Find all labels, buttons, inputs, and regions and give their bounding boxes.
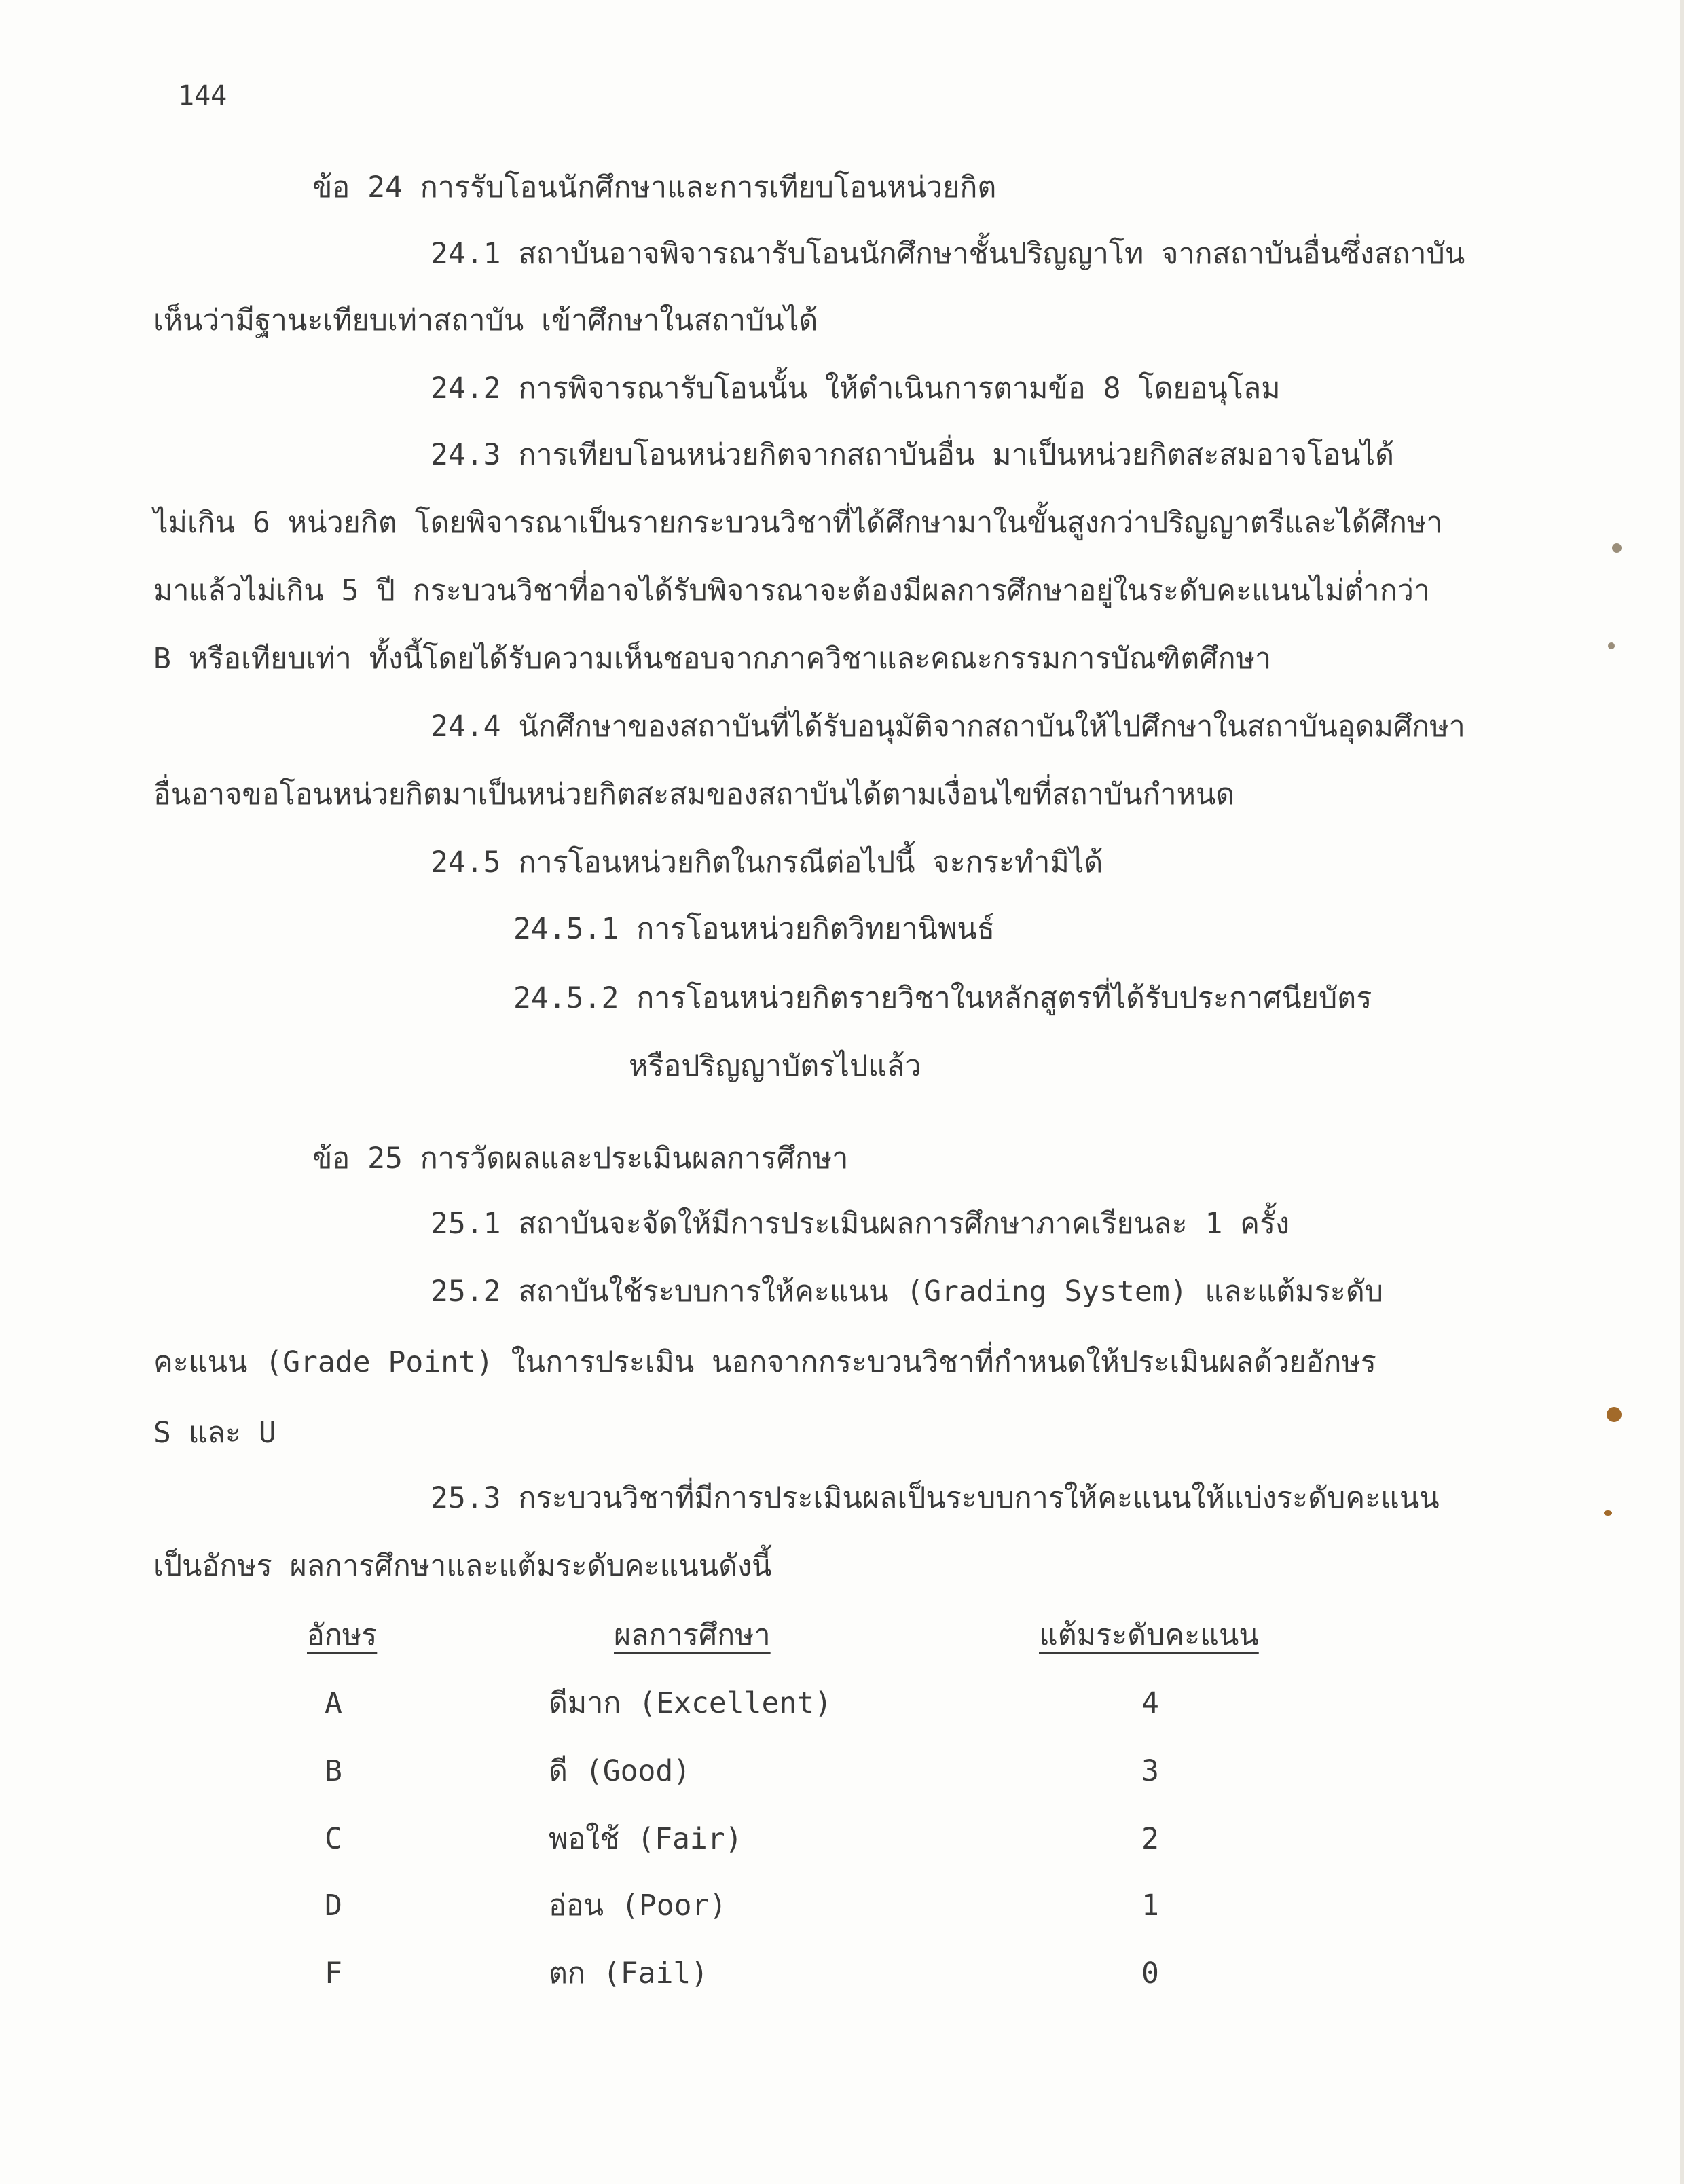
binder-mark: [1608, 642, 1615, 649]
para-24-5: 24.5 การโอนหน่วยกิตในกรณีต่อไปนี้ จะกระทำมิได้: [431, 845, 1103, 879]
grade-points: 0: [1141, 1956, 1159, 1990]
para-25-1: 25.1 สถาบันจะจัดให้มีการประเมินผลการศึกษาภาคเรียนละ 1 ครั้ง: [431, 1207, 1290, 1241]
binder-mark: [1612, 543, 1622, 553]
table-header-points: แต้มระดับคะแนน: [1039, 1618, 1259, 1652]
table-header-result: ผลการศึกษา: [614, 1618, 771, 1652]
binder-mark: [1607, 1407, 1622, 1422]
grade-result: อ่อน (Poor): [549, 1889, 727, 1923]
grade-points: 4: [1141, 1686, 1159, 1720]
para-25-3-line2: เป็นอักษร ผลการศึกษาและแต้มระดับคะแนนดังนี้: [153, 1549, 772, 1583]
para-24-3-line4: B หรือเทียบเท่า ทั้งนี้โดยได้รับความเห็นชอบจากภาควิชาและคณะกรรมการบัณฑิตศึกษา: [153, 642, 1272, 676]
para-25-2-line3: S และ U: [153, 1416, 276, 1450]
para-24-3-line1: 24.3 การเทียบโอนหน่วยกิตจากสถาบันอื่น มาเป็นหน่วยกิตสะสมอาจโอนได้: [431, 438, 1395, 472]
para-25-2-line1: 25.2 สถาบันใช้ระบบการให้คะแนน (Grading System) และแต้มระดับ: [431, 1275, 1384, 1309]
para-24-3-line2: ไม่เกิน 6 หน่วยกิต โดยพิจารณาเป็นรายกระบวนวิชาที่ได้ศึกษามาในขั้นสูงกว่าปริญญาตรีและได้ศึกษา: [153, 506, 1443, 540]
grade-result: ดี (Good): [549, 1754, 691, 1788]
grade-letter: A: [325, 1686, 342, 1720]
para-24-5-1: 24.5.1 การโอนหน่วยกิตวิทยานิพนธ์: [513, 912, 995, 946]
section-24-heading: ข้อ 24 การรับโอนนักศึกษาและการเทียบโอนหน่วยกิต: [312, 170, 997, 204]
grade-result: ดีมาก (Excellent): [549, 1686, 832, 1720]
grade-letter: D: [325, 1889, 342, 1923]
grade-letter: C: [325, 1822, 342, 1856]
para-25-2-line2: คะแนน (Grade Point) ในการประเมิน นอกจากกระบวนวิชาที่กำหนดให้ประเมินผลด้วยอักษร: [153, 1345, 1376, 1379]
grade-result: ตก (Fail): [549, 1956, 709, 1990]
binder-mark: [1604, 1510, 1612, 1516]
grade-letter: F: [325, 1956, 342, 1990]
para-24-2: 24.2 การพิจารณารับโอนนั้น ให้ดำเนินการตามข้อ 8 โดยอนุโลม: [431, 371, 1281, 405]
grade-letter: B: [325, 1754, 342, 1788]
para-24-1-line1: 24.1 สถาบันอาจพิจารณารับโอนนักศึกษาชั้นปริญญาโท จากสถาบันอื่นซึ่งสถาบัน: [431, 237, 1465, 271]
table-header-letter: อักษร: [307, 1618, 378, 1652]
grade-points: 2: [1141, 1822, 1159, 1856]
page-number: 144: [178, 80, 227, 111]
para-24-1-line2: เห็นว่ามีฐานะเทียบเท่าสถาบัน เข้าศึกษาในสถาบันได้: [153, 304, 818, 338]
para-25-3-line1: 25.3 กระบวนวิชาที่มีการประเมินผลเป็นระบบการให้คะแนนให้แบ่งระดับคะแนน: [431, 1481, 1440, 1515]
grade-result: พอใช้ (Fair): [549, 1822, 743, 1856]
page-edge: [1680, 0, 1684, 2184]
grade-points: 1: [1141, 1889, 1159, 1923]
para-24-3-line3: มาแล้วไม่เกิน 5 ปี กระบวนวิชาที่อาจได้รับพิจารณาจะต้องมีผลการศึกษาอยู่ในระดับคะแนนไม่ต่ำกว่า: [153, 574, 1431, 608]
para-24-4-line2: อื่นอาจขอโอนหน่วยกิตมาเป็นหน่วยกิตสะสมของสถาบันได้ตามเงื่อนไขที่สถาบันกำหนด: [153, 778, 1235, 812]
grade-points: 3: [1141, 1754, 1159, 1788]
para-24-5-2-line1: 24.5.2 การโอนหน่วยกิตรายวิชาในหลักสูตรที่ได้รับประกาศนียบัตร: [513, 981, 1372, 1015]
para-24-5-2-line2: หรือปริญญาบัตรไปแล้ว: [629, 1049, 921, 1083]
section-25-heading: ข้อ 25 การวัดผลและประเมินผลการศึกษา: [312, 1142, 849, 1176]
para-24-4-line1: 24.4 นักศึกษาของสถาบันที่ได้รับอนุมัติจากสถาบันให้ไปศึกษาในสถาบันอุดมศึกษา: [431, 710, 1465, 744]
